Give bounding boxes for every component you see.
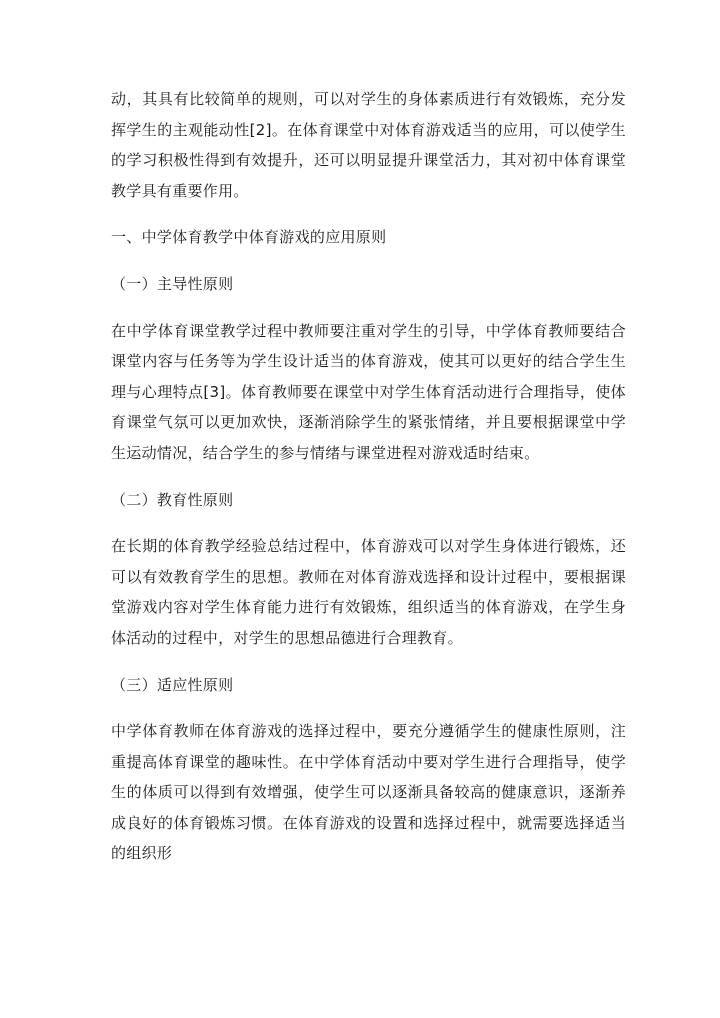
subsection-heading-2: （二）教育性原则: [111, 490, 234, 509]
spacer: [111, 300, 626, 316]
spacer: [111, 206, 626, 222]
spacer: [111, 253, 626, 269]
spacer: [111, 469, 626, 485]
subsection-heading-3: （三）适应性原则: [111, 675, 234, 694]
spacer: [111, 700, 626, 716]
section-heading-1: 一、中学体育教学中体育游戏的应用原则: [111, 228, 387, 247]
paragraph-adaptability-principle: 中学体育教师在体育游戏的选择过程中，要充分遵循学生的健康性原则，注重提高体育课堂的趣味性。在中学体育活动中要对学生进行合理指导，使学生的体质可以得到有效增强，使学生可以逐渐具备较高的健康意识，逐渐养成良好的体育锻炼习惯。在体育游戏的设置和选择过程中，就需要选择适当的组织形: [111, 722, 626, 863]
subsection-heading-1: （一）主导性原则: [111, 274, 234, 293]
paragraph-intro-continued: 动，其具有比较简单的规则，可以对学生的身体素质进行有效锻炼，充分发挥学生的主观能动性[2]。在体育课堂中对体育游戏适当的应用，可以使学生的学习积极性得到有效提升，还可以明显提升课堂活力，其对初中体育课堂教学具有重要作用。: [111, 90, 626, 200]
paragraph-leading-principle: 在中学体育课堂教学过程中教师要注重对学生的引导，中学体育教师要结合课堂内容与任务等为学生设计适当的体育游戏，使其可以更好的结合学生生理与心理特点[3]。体育教师要在课堂中对学生体育活动进行合理指导，使体育课堂气氛可以更加欢快，逐渐消除学生的紧张情绪，并且要根据课堂中学生运动情况，结合学生的参与情绪与课堂进程对游戏适时结束。: [111, 321, 626, 462]
spacer: [111, 515, 626, 531]
spacer: [111, 654, 626, 670]
document-body: [111, 84, 626, 869]
paragraph-educational-principle: 在长期的体育教学经验总结过程中，体育游戏可以对学生身体进行锻炼，还可以有效教育学生的思想。教师在对体育游戏选择和设计过程中，要根据课堂游戏内容对学生体育能力进行有效锻炼，组织适当的体育游戏，在学生身体活动的过程中，对学生的思想品德进行合理教育。: [111, 537, 626, 647]
